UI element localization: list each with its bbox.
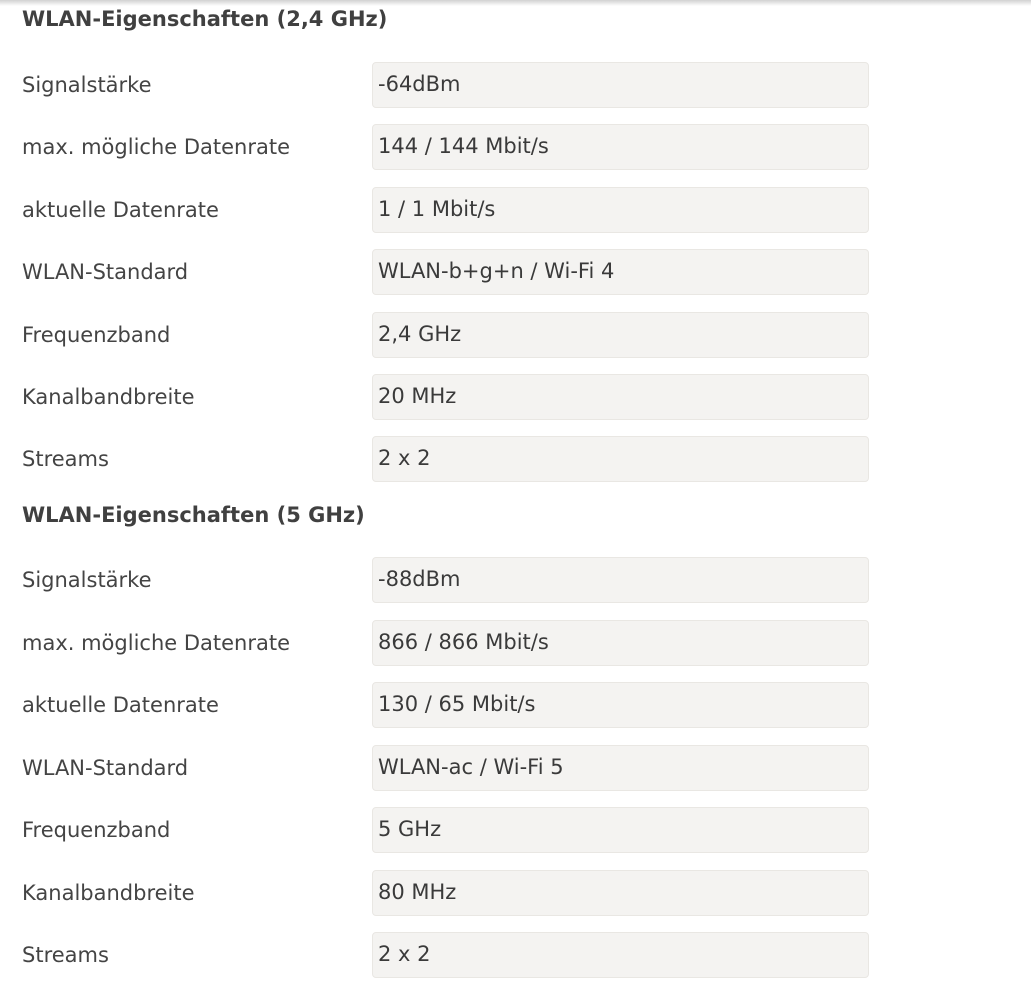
row-current-data-rate-2-4ghz (22, 187, 871, 236)
row-streams-2-4ghz (22, 436, 871, 485)
row-frequency-band-5ghz (22, 807, 871, 856)
row-label: Signalstärke (22, 568, 152, 592)
row-value: 5 GHz (372, 807, 869, 853)
row-wlan-standard-2-4ghz (22, 249, 871, 298)
row-signal-strength-5ghz (22, 557, 871, 606)
row-label: WLAN-Standard (22, 260, 189, 284)
row-value: 130 / 65 Mbit/s (372, 682, 869, 728)
row-frequency-band-2-4ghz (22, 312, 871, 361)
row-label: WLAN-Standard (22, 756, 189, 780)
row-max-data-rate-5ghz (22, 620, 871, 669)
row-label: Kanalbandbreite (22, 881, 195, 905)
row-channel-bandwidth-2-4ghz (22, 374, 871, 423)
row-value: 144 / 144 Mbit/s (372, 124, 869, 170)
row-label: Kanalbandbreite (22, 385, 195, 409)
row-value: -88dBm (372, 557, 869, 603)
row-max-data-rate-2-4ghz (22, 124, 871, 173)
row-value: 2 x 2 (372, 932, 869, 978)
header-shadow (0, 0, 1031, 6)
row-label: Frequenzband (22, 818, 171, 842)
row-value: WLAN-b+g+n / Wi-Fi 4 (372, 249, 869, 295)
row-label: Frequenzband (22, 323, 171, 347)
section-title-5ghz: WLAN-Eigenschaften (5 GHz) (22, 503, 365, 527)
row-label: aktuelle Datenrate (22, 693, 219, 717)
row-value: 1 / 1 Mbit/s (372, 187, 869, 233)
row-label: Streams (22, 447, 109, 471)
row-label: max. mögliche Datenrate (22, 135, 291, 159)
row-value: 80 MHz (372, 870, 869, 916)
row-value: 2,4 GHz (372, 312, 869, 358)
row-label: aktuelle Datenrate (22, 198, 219, 222)
row-value: 866 / 866 Mbit/s (372, 620, 869, 666)
row-label: max. mögliche Datenrate (22, 631, 291, 655)
row-channel-bandwidth-5ghz (22, 870, 871, 919)
row-current-data-rate-5ghz (22, 682, 871, 731)
row-value: WLAN-ac / Wi-Fi 5 (372, 745, 869, 791)
section-title-2-4ghz: WLAN-Eigenschaften (2,4 GHz) (22, 7, 388, 31)
row-signal-strength-2-4ghz (22, 62, 871, 111)
row-wlan-standard-5ghz (22, 745, 871, 794)
row-label: Signalstärke (22, 73, 152, 97)
row-value: -64dBm (372, 62, 869, 108)
row-value: 2 x 2 (372, 436, 869, 482)
row-streams-5ghz (22, 932, 871, 981)
row-label: Streams (22, 943, 109, 967)
row-value: 20 MHz (372, 374, 869, 420)
